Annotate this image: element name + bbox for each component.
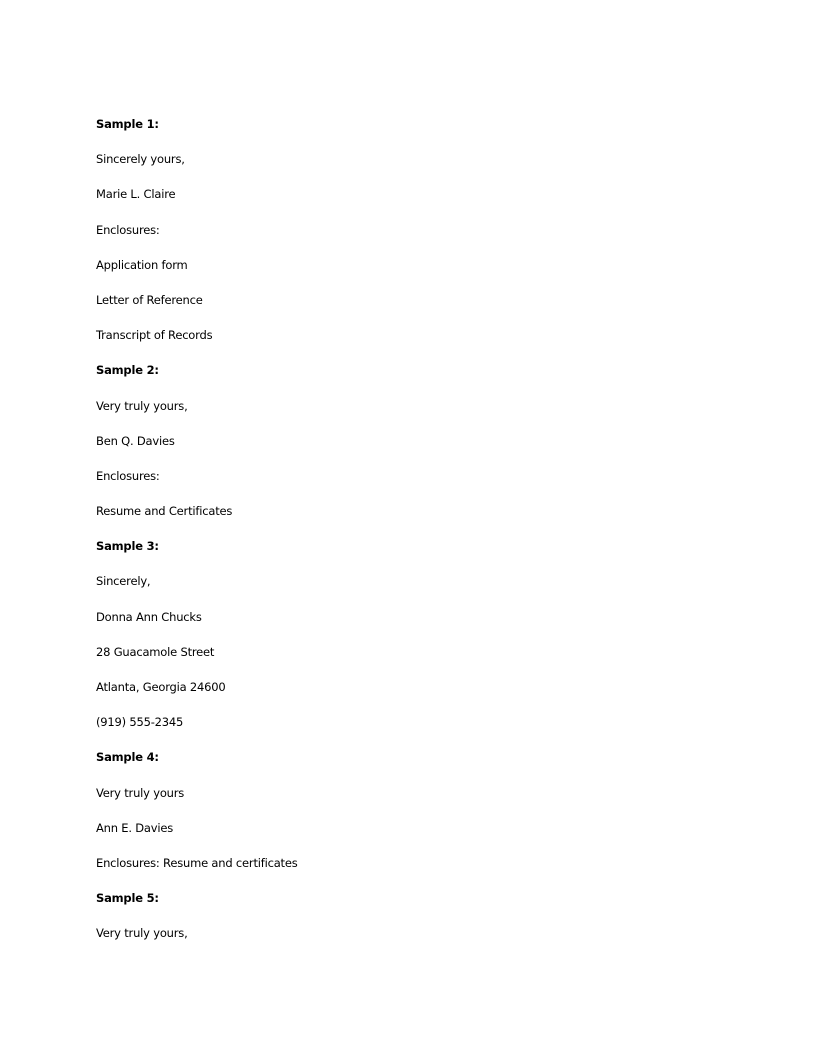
sample-3-phone-number: (919) 555-2345	[96, 715, 184, 730]
document-body	[96, 116, 716, 961]
sample-1-signer-name: Marie L. Claire	[96, 187, 176, 202]
sample-3-heading: Sample 3:	[96, 539, 159, 554]
sample-5-heading: Sample 5:	[96, 891, 159, 906]
sample-1-enclosures-label: Enclosures:	[96, 222, 160, 237]
sample-4-heading: Sample 4:	[96, 750, 159, 765]
sample-3-closing: Sincerely,	[96, 574, 151, 589]
sample-3-city-state-zip: Atlanta, Georgia 24600	[96, 680, 226, 694]
sample-2-enclosure-item: Resume and Certificates	[96, 504, 233, 519]
sample-3-signer-name: Donna Ann Chucks	[96, 609, 202, 624]
sample-4-enclosures-line: Enclosures: Resume and certificates	[96, 855, 298, 870]
sample-2-enclosures-label: Enclosures:	[96, 468, 160, 483]
sample-1-enclosure-item: Application form	[96, 257, 188, 272]
sample-1-closing: Sincerely yours,	[96, 152, 185, 167]
sample-1-enclosure-item: Letter of Reference	[96, 292, 203, 307]
sample-1-heading: Sample 1:	[96, 117, 159, 131]
sample-2-signer-name: Ben Q. Davies	[96, 433, 175, 448]
sample-3-street-address: 28 Guacamole Street	[96, 644, 215, 659]
sample-4-closing: Very truly yours	[96, 785, 185, 800]
sample-2-closing: Very truly yours,	[96, 398, 188, 413]
sample-1-enclosure-item: Transcript of Records	[96, 328, 213, 343]
sample-4-signer-name: Ann E. Davies	[96, 820, 174, 835]
sample-5-closing: Very truly yours,	[96, 926, 188, 941]
sample-2-heading: Sample 2:	[96, 363, 159, 378]
